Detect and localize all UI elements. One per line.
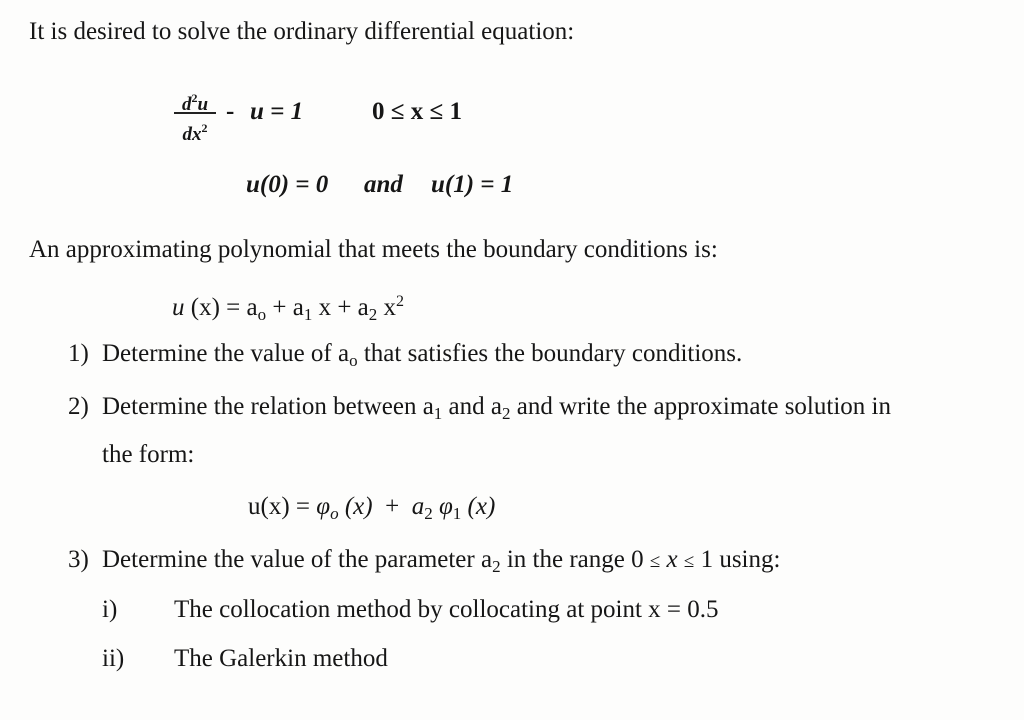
q1-number: 1) — [68, 340, 89, 367]
ode-fraction — [174, 86, 216, 145]
bc-and: and — [364, 171, 403, 198]
q1-text: Determine the value of $a_o$ that satisfies the boundary conditions. — [102, 340, 743, 370]
fraction-bar — [174, 112, 216, 114]
bc-left: u(0) = 0 — [246, 171, 329, 198]
q2-equation: $u(x) = \varphi_o$ $(x) + a_2$ $\varphi_1$ (x) — [248, 493, 496, 523]
ode-minus: - — [226, 98, 235, 125]
q3-ii-text: The Galerkin method — [174, 645, 388, 672]
q3-ii-number: ii) — [102, 645, 125, 672]
ode-rhs: u = 1 — [250, 98, 304, 125]
approx-intro-text: An approximating polynomial that meets the boundary conditions is: — [29, 236, 718, 263]
q3-i-text: The collocation method by collocating at point x = 0.5 — [174, 596, 719, 623]
intro-text: It is desired to solve the ordinary differential equation: — [29, 18, 575, 45]
ode-domain: 0 ≤ x ≤ 1 — [372, 98, 462, 125]
q2-text: Determine the relation between $a_1$ and $a_2$ and write the approximate solution in — [102, 393, 891, 423]
q2-text-continued: the form: — [102, 441, 195, 468]
ode-numerator: $d^2u$ — [181, 91, 209, 115]
q2-number: 2) — [68, 393, 89, 420]
q3-number: 3) — [68, 546, 89, 573]
ode-denominator: $dx^2$ — [182, 121, 208, 145]
q3-i-number: i) — [102, 596, 118, 623]
bc-right: u(1) = 1 — [431, 171, 514, 198]
polynomial-equation: u $(x) = a_o + a_1$ $x + a_2$ $x^2$ — [172, 293, 405, 324]
q3-text: Determine the value of the parameter $a_2$ in the range 0 ≤ x ≤ 1 using: — [102, 546, 781, 576]
